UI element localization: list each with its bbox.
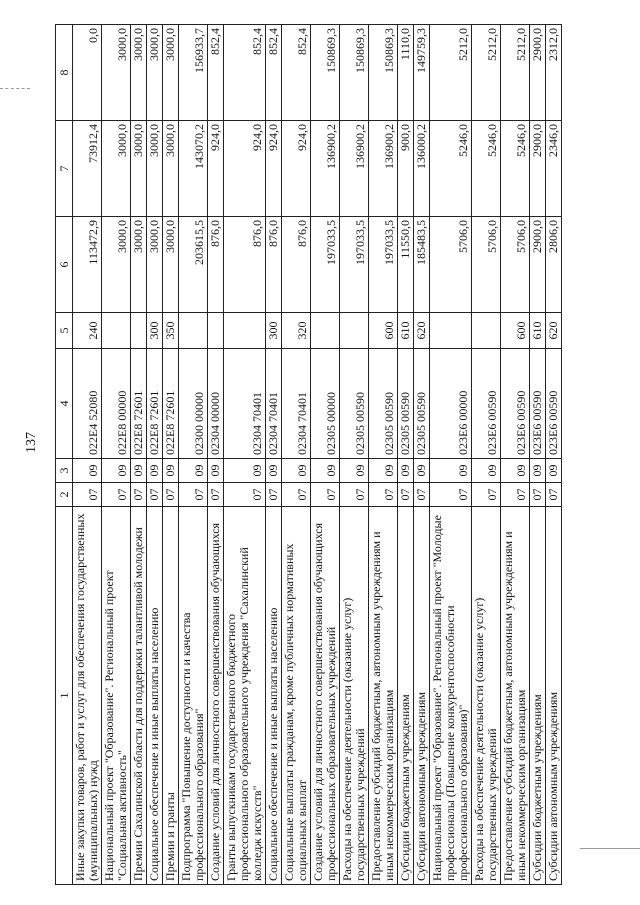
section-cell: 07: [131, 483, 147, 507]
table-row: [530, 25, 546, 885]
subsection-cell: 09: [546, 459, 562, 483]
expense-type-cell: [472, 313, 501, 349]
expense-type-cell: 600: [369, 313, 398, 349]
section-cell: 07: [102, 483, 131, 507]
subsection-cell: 09: [414, 459, 430, 483]
expense-type-cell: [340, 313, 369, 349]
amount-year1-cell: 2900,0: [530, 217, 546, 313]
subsection-cell: 09: [369, 459, 398, 483]
section-cell: 07: [530, 483, 546, 507]
amount-year2-cell: 924,0: [208, 121, 224, 217]
amount-year2-cell: 5246,0: [430, 121, 472, 217]
table-row: [73, 25, 102, 885]
section-cell: 07: [163, 483, 179, 507]
amount-year3-cell: 1110,0: [398, 25, 414, 121]
subsection-cell: 09: [208, 459, 224, 483]
amount-year2-cell: 3000,0: [102, 121, 131, 217]
amount-year3-cell: 5212,0: [472, 25, 501, 121]
section-cell: 07: [208, 483, 224, 507]
section-cell: 07: [472, 483, 501, 507]
table-row: [398, 25, 414, 885]
amount-year3-cell: 3000,0: [131, 25, 147, 121]
section-cell: 07: [73, 483, 102, 507]
target-code-cell: 02305 00590: [414, 349, 430, 459]
table-row: [147, 25, 163, 885]
amount-year2-cell: 5246,0: [472, 121, 501, 217]
row-name-cell: Создание условий для личностного совершенствования обучающихся профессиональных образовательных учреждений: [311, 507, 340, 885]
amount-year3-cell: 156933,7: [179, 25, 208, 121]
row-name-cell: Создание условий для личностного совершенствования обучающихся: [208, 507, 224, 885]
amount-year3-cell: 852,4: [282, 25, 311, 121]
amount-year1-cell: 5706,0: [430, 217, 472, 313]
row-name-cell: Премии и гранты: [163, 507, 179, 885]
subsection-cell: 09: [530, 459, 546, 483]
amount-year3-cell: 150869,3: [311, 25, 340, 121]
row-name-cell: Социальное обеспечение и иные выплаты населению: [266, 507, 282, 885]
table-row: [546, 25, 562, 885]
target-code-cell: 02304 70401: [266, 349, 282, 459]
expense-type-cell: 350: [163, 313, 179, 349]
amount-year3-cell: 0,0: [73, 25, 102, 121]
rotated-table-container: [55, 25, 595, 885]
table-row: [430, 25, 472, 885]
subsection-cell: 09: [102, 459, 131, 483]
subsection-cell: 09: [73, 459, 102, 483]
expense-type-cell: 320: [282, 313, 311, 349]
row-name-cell: Расходы на обеспечение деятельности (оказание услуг) государственных учреждений: [340, 507, 369, 885]
table-row: [282, 25, 311, 885]
header-cell: 2: [56, 483, 73, 507]
amount-year3-cell: 852,4: [208, 25, 224, 121]
expense-type-cell: [102, 313, 131, 349]
target-code-cell: 022E8 72601: [163, 349, 179, 459]
amount-year1-cell: 113472,9: [73, 217, 102, 313]
subsection-cell: 09: [163, 459, 179, 483]
subsection-cell: 09: [398, 459, 414, 483]
expense-type-cell: [131, 313, 147, 349]
section-cell: 07: [311, 483, 340, 507]
budget-table: [55, 24, 562, 885]
amount-year2-cell: 136000,2: [414, 121, 430, 217]
subsection-cell: 09: [282, 459, 311, 483]
subsection-cell: 09: [472, 459, 501, 483]
amount-year2-cell: 136900,2: [369, 121, 398, 217]
amount-year1-cell: 876,0: [266, 217, 282, 313]
table-row: [340, 25, 369, 885]
amount-year1-cell: 197033,5: [340, 217, 369, 313]
amount-year3-cell: 3000,0: [102, 25, 131, 121]
section-cell: 07: [430, 483, 472, 507]
table-row: [163, 25, 179, 885]
section-cell: 07: [147, 483, 163, 507]
amount-year3-cell: 149759,3: [414, 25, 430, 121]
target-code-cell: 02305 00590: [398, 349, 414, 459]
header-row: [56, 25, 73, 885]
row-name-cell: Национальный проект "Образование". Региональный проект "Молодые профессионалы (Повышение конкурентоспособности профессионального образования)": [430, 507, 472, 885]
amount-year2-cell: 143070,2: [179, 121, 208, 217]
header-cell: 1: [56, 507, 73, 885]
row-name-cell: Предоставление субсидий бюджетным, автономным учреждениям и иным некоммерческим организациям: [501, 507, 530, 885]
target-code-cell: 02300 00000: [179, 349, 208, 459]
section-cell: 07: [282, 483, 311, 507]
expense-type-cell: [224, 313, 266, 349]
amount-year3-cell: 150869,3: [340, 25, 369, 121]
amount-year1-cell: 3000,0: [131, 217, 147, 313]
table-row: [131, 25, 147, 885]
amount-year2-cell: 2900,0: [530, 121, 546, 217]
expense-type-cell: 300: [266, 313, 282, 349]
table-row: [102, 25, 131, 885]
target-code-cell: 023E6 00590: [501, 349, 530, 459]
amount-year2-cell: 924,0: [282, 121, 311, 217]
row-name-cell: Предоставление субсидий бюджетным, автономным учреждениям и иным некоммерческим организациям: [369, 507, 398, 885]
subsection-cell: 09: [266, 459, 282, 483]
row-name-cell: Подпрограмма "Повышение доступности и качества профессионального образования": [179, 507, 208, 885]
target-code-cell: 02304 70401: [224, 349, 266, 459]
target-code-cell: 023E6 00590: [472, 349, 501, 459]
expense-type-cell: 240: [73, 313, 102, 349]
amount-year1-cell: 876,0: [282, 217, 311, 313]
amount-year2-cell: 3000,0: [147, 121, 163, 217]
header-cell: 6: [56, 217, 73, 313]
row-name-cell: Субсидии бюджетным учреждениям: [530, 507, 546, 885]
table-row: [224, 25, 266, 885]
target-code-cell: 022E8 72601: [147, 349, 163, 459]
section-cell: 07: [266, 483, 282, 507]
header-cell: 8: [56, 25, 73, 121]
row-name-cell: Иные закупки товаров, работ и услуг для обеспечения государственных (муниципальных) нужд: [73, 507, 102, 885]
row-name-cell: Социальные выплаты гражданам, кроме публичных нормативных социальных выплат: [282, 507, 311, 885]
target-code-cell: 02304 00000: [208, 349, 224, 459]
target-code-cell: 022E8 72601: [131, 349, 147, 459]
table-row: [369, 25, 398, 885]
row-name-cell: Социальное обеспечение и иные выплаты населению: [147, 507, 163, 885]
amount-year1-cell: 197033,5: [311, 217, 340, 313]
amount-year1-cell: 3000,0: [102, 217, 131, 313]
row-name-cell: Расходы на обеспечение деятельности (оказание услуг) государственных учреждений: [472, 507, 501, 885]
row-name-cell: Субсидии автономным учреждениям: [414, 507, 430, 885]
amount-year3-cell: 150869,3: [369, 25, 398, 121]
amount-year1-cell: 2806,0: [546, 217, 562, 313]
amount-year2-cell: 3000,0: [163, 121, 179, 217]
scan-edge-line: [0, 88, 30, 89]
target-code-cell: 02305 00590: [369, 349, 398, 459]
amount-year2-cell: 136900,2: [340, 121, 369, 217]
amount-year3-cell: 852,4: [224, 25, 266, 121]
amount-year3-cell: 5212,0: [430, 25, 472, 121]
target-code-cell: 02305 00590: [340, 349, 369, 459]
amount-year1-cell: 876,0: [208, 217, 224, 313]
expense-type-cell: 610: [398, 313, 414, 349]
expense-type-cell: 610: [530, 313, 546, 349]
section-cell: 07: [414, 483, 430, 507]
row-name-cell: Субсидии бюджетным учреждениям: [398, 507, 414, 885]
row-name-cell: Премии Сахалинской области для поддержки талантливой молодежи: [131, 507, 147, 885]
amount-year2-cell: 136900,2: [311, 121, 340, 217]
table-row: [311, 25, 340, 885]
subsection-cell: 09: [224, 459, 266, 483]
amount-year2-cell: 924,0: [266, 121, 282, 217]
expense-type-cell: [208, 313, 224, 349]
target-code-cell: 02304 70401: [282, 349, 311, 459]
expense-type-cell: [179, 313, 208, 349]
section-cell: 07: [340, 483, 369, 507]
section-cell: 07: [224, 483, 266, 507]
expense-type-cell: 620: [546, 313, 562, 349]
row-name-cell: Гранты выпускникам государственного бюджетного профессионального образовательного учреждения "Сахалинский колледж искусств": [224, 507, 266, 885]
subsection-cell: 09: [179, 459, 208, 483]
amount-year2-cell: 73912,4: [73, 121, 102, 217]
section-cell: 07: [398, 483, 414, 507]
amount-year2-cell: 2346,0: [546, 121, 562, 217]
table-row: [501, 25, 530, 885]
amount-year1-cell: 11550,0: [398, 217, 414, 313]
amount-year1-cell: 203615,5: [179, 217, 208, 313]
expense-type-cell: 600: [501, 313, 530, 349]
amount-year3-cell: 2312,0: [546, 25, 562, 121]
amount-year3-cell: 3000,0: [147, 25, 163, 121]
amount-year3-cell: 5212,0: [501, 25, 530, 121]
table-row: [179, 25, 208, 885]
table-row: [266, 25, 282, 885]
amount-year1-cell: 5706,0: [472, 217, 501, 313]
amount-year2-cell: 3000,0: [131, 121, 147, 217]
amount-year1-cell: 3000,0: [147, 217, 163, 313]
header-cell: 5: [56, 313, 73, 349]
amount-year1-cell: 5706,0: [501, 217, 530, 313]
target-code-cell: 02305 00000: [311, 349, 340, 459]
amount-year2-cell: 924,0: [224, 121, 266, 217]
amount-year3-cell: 852,4: [266, 25, 282, 121]
header-cell: 3: [56, 459, 73, 483]
section-cell: 07: [546, 483, 562, 507]
amount-year1-cell: 3000,0: [163, 217, 179, 313]
row-name-cell: Субсидии автономным учреждениям: [546, 507, 562, 885]
section-cell: 07: [179, 483, 208, 507]
subsection-cell: 09: [430, 459, 472, 483]
subsection-cell: 09: [501, 459, 530, 483]
subsection-cell: 09: [311, 459, 340, 483]
expense-type-cell: 620: [414, 313, 430, 349]
target-code-cell: 023E6 00590: [530, 349, 546, 459]
header-cell: 4: [56, 349, 73, 459]
target-code-cell: 022E8 00000: [102, 349, 131, 459]
page-number: 137: [24, 432, 39, 453]
target-code-cell: 023E6 00000: [430, 349, 472, 459]
section-cell: 07: [501, 483, 530, 507]
amount-year1-cell: 876,0: [224, 217, 266, 313]
subsection-cell: 09: [340, 459, 369, 483]
amount-year1-cell: 185483,5: [414, 217, 430, 313]
expense-type-cell: [430, 313, 472, 349]
amount-year3-cell: 2900,0: [530, 25, 546, 121]
expense-type-cell: 300: [147, 313, 163, 349]
table-body: [73, 25, 562, 885]
section-cell: 07: [369, 483, 398, 507]
amount-year2-cell: 900,0: [398, 121, 414, 217]
amount-year1-cell: 197033,5: [369, 217, 398, 313]
row-name-cell: Национальный проект "Образование". Региональный проект "Социальная активность": [102, 507, 131, 885]
header-cell: 7: [56, 121, 73, 217]
subsection-cell: 09: [131, 459, 147, 483]
amount-year3-cell: 3000,0: [163, 25, 179, 121]
table-row: [414, 25, 430, 885]
table-row: [208, 25, 224, 885]
amount-year2-cell: 5246,0: [501, 121, 530, 217]
target-code-cell: 023E6 00590: [546, 349, 562, 459]
target-code-cell: 022E4 52080: [73, 349, 102, 459]
table-row: [472, 25, 501, 885]
expense-type-cell: [311, 313, 340, 349]
subsection-cell: 09: [147, 459, 163, 483]
